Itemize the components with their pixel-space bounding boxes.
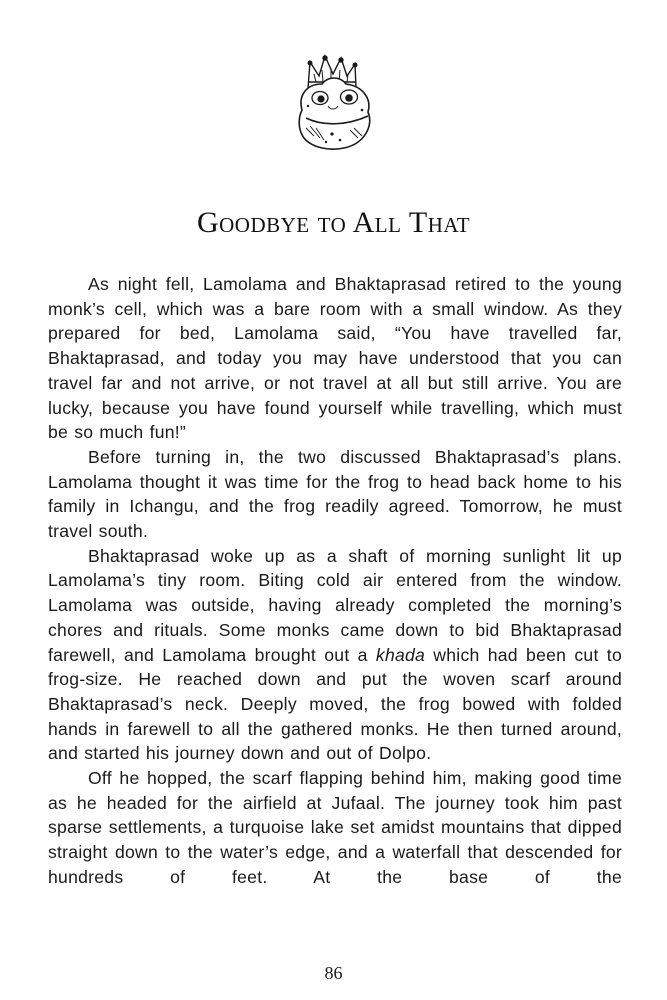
- paragraph-text: which had been cut to frog-size. He reached down and put the woven scarf around Bhaktaprasad’s neck. Deeply moved, the frog bowed with folded hands in farewell to all the gathered monks. He then turned around, and started his journey down and out of Dolpo.: [48, 644, 622, 764]
- page-number: 86: [324, 963, 343, 983]
- emphasis-text: khada: [375, 644, 426, 665]
- chapter-title: Goodbye to All That: [196, 206, 471, 239]
- body-text: [48, 272, 622, 890]
- paragraph-text: Bhaktaprasad woke up as a shaft of morning sunlight lit up Lamolama’s tiny room. Biting cold air entered from the window. Lamolama was outside, having already completed the morning’s chores and rituals. Some monks came down to bid Bhaktaprasad farewell, and Lamolama brought out a: [48, 545, 622, 665]
- paragraph: Off he hopped, the scarf flapping behind him, making good time as he headed for the airfield at Jufaal. The journey took him past sparse settlements, a turquoise lake set amidst mountains that dipped straight down to the water’s edge, and a waterfall that descended for hundreds of feet. At the base of the: [48, 768, 622, 887]
- paragraph: Before turning in, the two discussed Bhaktaprasad’s plans. Lamolama thought it was time for the frog to head back home to his family in Ichangu, and the frog readily agreed. Tomorrow, he must travel south.: [48, 446, 622, 542]
- paragraph: [48, 544, 622, 766]
- paragraph: As night fell, Lamolama and Bhaktaprasad retired to the young monk’s cell, which was a bare room with a small window. As they prepared for bed, Lamolama said, “You have travelled far, Bhaktaprasad, and today you may have understood that you can travel far and not arrive, or not travel at all but still arrive. You are lucky, because you have found yourself while travelling, which must be so much fun!”: [48, 274, 622, 443]
- frog-with-crown-icon: [292, 54, 376, 152]
